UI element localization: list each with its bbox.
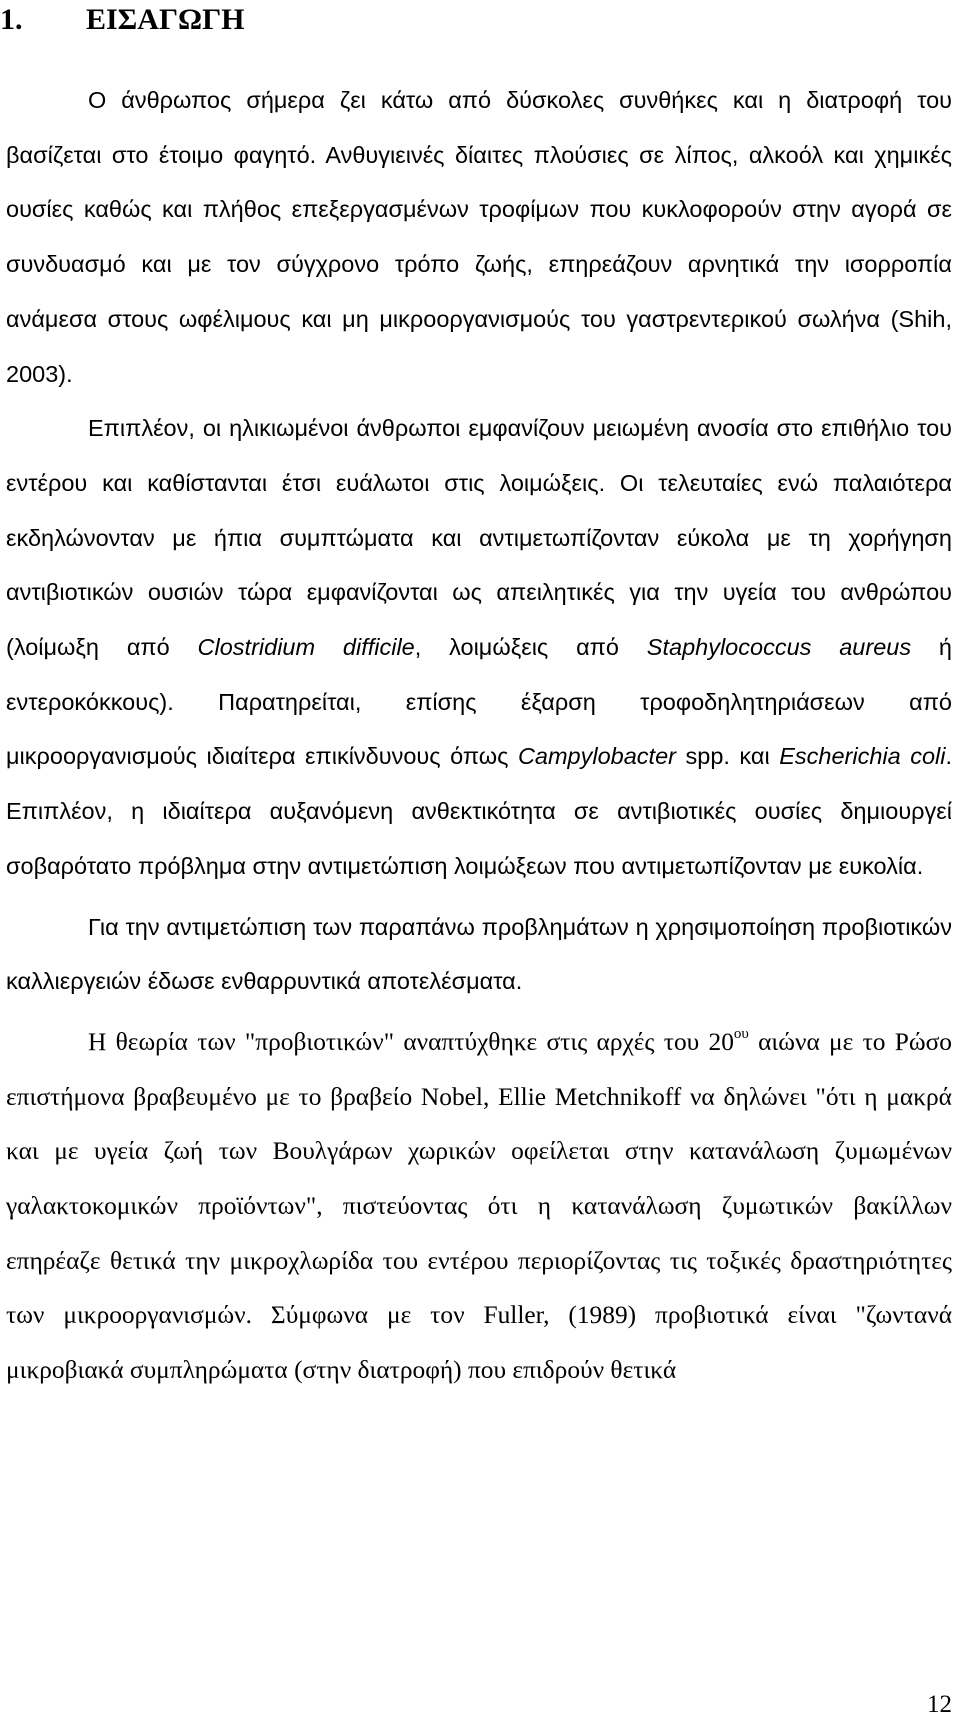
paragraph-intro-text: Ο άνθρωπος σήμερα ζει κάτω από δύσκολες συνθήκες και η διατροφή του βασίζεται στο έτοιμο φαγητό. Ανθυγιεινές δίαιτες πλούσιες σε λίπος, αλκοόλ και χημικές ουσίες καθώς και πλήθος επεξεργασμένων τροφίμων που κυκλοφορούν στην αγορά σε συνδυασμό και με τον σύγχρονο τρόπο ζωής, επηρεάζουν αρνητικά την ισορροπία ανάμεσα στους ωφέλιμους και μη μικροοργανισμούς του γαστρεντερικού σωλήνα (Shih, 2003).: [6, 87, 952, 387]
paragraph-probiotics-results: [6, 900, 952, 1009]
species-name: Escherichia coli: [779, 743, 946, 770]
paragraph-immunity-text-4: spp. και: [675, 743, 780, 770]
paragraph-theory-text-1: Η θεωρία των "προβιοτικών" αναπτύχθηκε στις αρχές του 20: [88, 1027, 734, 1056]
body-text: [6, 73, 952, 1398]
paragraph-immunity: [6, 401, 952, 893]
section-heading: [0, 2, 245, 38]
species-name: Clostridium difficile: [197, 634, 415, 661]
paragraph-theory-text-2: αιώνα με το Ρώσο επιστήμονα βραβευμένο με το βραβείο Nobel, Ellie Metchnikoff να δηλώνει "ότι η μακρά και με υγεία ζωή των Βουλγάρων χωρικών οφείλεται στην κατανάλωση ζυμωμένων γαλακτοκομικών προϊόντων", πιστεύοντας ότι η κατανάλωση ζυμωτικών βακίλλων επηρέαζε θετικά την μικροχλωρίδα του εντέρου περιορίζοντας τις τοξικές δραστηριότητες των μικροοργανισμών. Σύμφωνα με τον Fuller, (1989) προβιοτικά είναι "ζωντανά μικροβιακά συμπληρώματα (στην διατροφή) που επιδρούν θετικά: [6, 1027, 952, 1385]
paragraph-probiotics-results-text: Για την αντιμετώπιση των παραπάνω προβλημάτων η χρησιμοποίηση προβιοτικών καλλιεργειών έδωσε ενθαρρυντικά αποτελέσματα.: [6, 913, 952, 995]
species-name: Staphylococcus aureus: [646, 634, 912, 661]
paragraph-intro: [6, 73, 952, 401]
paragraph-probiotics-theory: [6, 1015, 952, 1398]
paragraph-immunity-text-3: ή εντεροκόκκους). Παρατηρείται, επίσης έξαρση τροφοδηλητηριάσεων από μικροοργανισμούς ιδιαίτερα επικίνδυνους όπως: [6, 634, 953, 770]
paragraph-immunity-text-1: Επιπλέον, οι ηλικιωμένοι άνθρωποι εμφανίζουν μειωμένη ανοσία στο επιθήλιο του εντέρου και καθίστανται έτσι ευάλωτοι στις λοιμώξεις. Οι τελευταίες ενώ παλαιότερα εκδηλώνονταν με ήπια συμπτώματα και αντιμετωπίζονταν εύκολα με τη χορήγηση αντιβιοτικών ουσιών τώρα εμφανίζονται ως απειλητικές για την υγεία του ανθρώπου (λοίμωξη από: [6, 415, 952, 661]
paragraph-immunity-text-5: . Επιπλέον, η ιδιαίτερα αυξανόμενη ανθεκτικότητα σε αντιβιοτικές ουσίες δημιουργεί σοβαρότατο πρόβλημα στην αντιμετώπιση λοιμώξεων που αντιμετωπίζονταν με ευκολία.: [6, 743, 952, 879]
page-number: 12: [927, 1691, 952, 1718]
paragraph-immunity-text-2: , λοιμώξεις από: [414, 634, 647, 661]
section-number: 1.: [0, 3, 23, 36]
ordinal-superscript: ου: [733, 1025, 749, 1042]
section-title: ΕΙΣΑΓΩΓΗ: [86, 3, 245, 36]
species-name: Campylobacter: [517, 743, 676, 770]
